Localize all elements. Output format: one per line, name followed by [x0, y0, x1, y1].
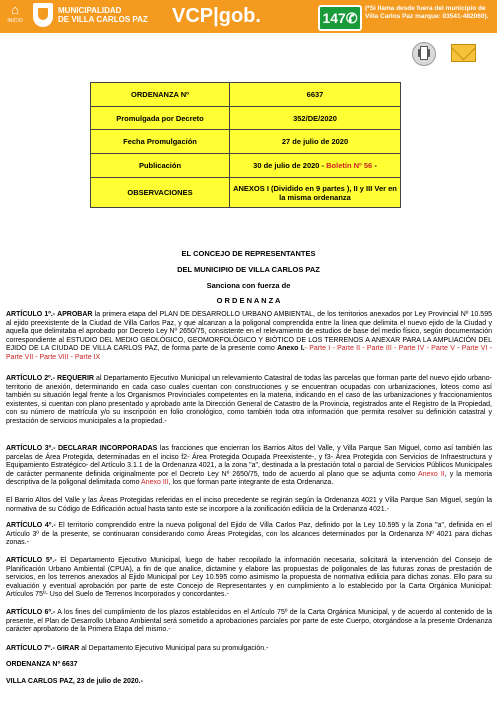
- top-bar: [0, 0, 497, 33]
- anexo-1-parts-links[interactable]: - Parte I - Parte II - Parte III - Parte IV - Parte V - Parte VI - Parte VII - Parte VIII - Parte IX: [6, 345, 493, 361]
- table-value: [230, 154, 401, 178]
- table-value: 352/DE/2020: [230, 107, 401, 130]
- footer-ordenanza: ORDENANZA Nº 6637: [6, 661, 78, 668]
- article-2-label: ARTÍCULO 2º.- REQUERIR: [6, 375, 94, 382]
- phone-icon: ✆: [345, 10, 358, 26]
- article-4: [6, 522, 492, 548]
- heading-municipio: DEL MUNICIPIO DE VILLA CARLOS PAZ: [177, 265, 320, 274]
- article-3-paragraph-2: El Barrio Altos del Valle y las Áreas Protegidas referidas en el inciso precedente se regirán según la Ordenanza 4021 y Villa Parque San Miguel, según la normativa de su Código de Edificación actual hasta tanto este se incorpore a la zonificación edilicia de la Ordenanza 4021.-: [6, 497, 492, 513]
- article-6: [6, 609, 492, 635]
- article-4-text: El territorio comprendido entre la nueva poligonal del Ejido de Villa Carlos Paz, definido por la Ley 10.595 y la Zona "a", definida en el Artículo 3º de la presente, se continuaran considerando como Áreas Protegidas, con los alcances determinados por la Ordenanza Nº 4021 para dichas zonas.-: [6, 522, 492, 547]
- article-3-label: ARTÍCULO 3º.- DECLARAR INCORPORADAS: [6, 445, 158, 452]
- article-7: [6, 645, 492, 654]
- table-label: OBSERVACIONES: [91, 178, 230, 208]
- article-3-end: , los que forman parte integrante de esta Ordenanza.: [168, 479, 334, 487]
- vcp-text: VCP: [172, 5, 214, 27]
- home-icon: ⌂: [11, 2, 19, 17]
- article-7-label: ARTÍCULO 7º.- GIRAR: [6, 645, 80, 652]
- home-button[interactable]: [4, 2, 26, 30]
- home-label: INICIO: [7, 18, 23, 24]
- article-5-text: El Departamento Ejecutivo Municipal, luego de haber recopilado la información necesaria, solicitará la intervención del Consejo de Planificación Urbano Ambiental (CPUA), a fin de que analice, dictamine y elabore las propuestas de poligonales de las futuras zonas de prestación de servicios, en los terrenos anexados al Ejido Municipal por Ley 10.595 como asimismo la propuesta de normativa edilicia para dichas zonas. Ello para su evaluación y eventual aprobación por parte de este Concejo de Representantes y en cumplimiento a lo establecido por la Carta Orgánica Municipal: Artículos 75º- Uso del Suelo de Terrenos Incorporados y concordantes.-: [6, 557, 492, 599]
- article-3-text: las fracciones que encierran los Barrios Altos del Valle, y Villa Parque San Miguel, como así también las parcelas de Área Protegida, determinadas en el inciso f2- Área Protegida Ocupada Preexistente-, y f3- Área Protegida con Servicios de Infraestructura y Equipamiento Estratégico- del Artículo 3.1.1 de la Ordenanza 4021, a la zona "a", destinada a la prestación total o parcial de Servicios Públicos Municipales de carácter permanente definida originalmente por el Decreto Ley Nº 2650/75, todo de acuerdo al plano que se adjunta como: [6, 445, 492, 478]
- municipality-name[interactable]: [58, 6, 148, 24]
- table-label: Promulgada por Decreto: [91, 107, 230, 130]
- article-1: [6, 311, 492, 363]
- table-value: 6637: [230, 83, 401, 107]
- article-3-mid: , y la memoria descriptiva de la poligonal delimitada como: [6, 470, 492, 487]
- phone-147-badge[interactable]: [318, 5, 362, 31]
- heading-ordenanza: O R D E N A N Z A: [216, 296, 281, 305]
- article-1-label: ARTÍCULO 1º.- APROBAR: [6, 311, 93, 318]
- article-5: [6, 557, 492, 600]
- vcp-gob-logo[interactable]: [172, 3, 261, 29]
- article-5-label: ARTÍCULO 5º.-: [6, 557, 57, 564]
- boletin-link[interactable]: Boletín Nº 56: [326, 161, 373, 170]
- muni-line-1: MUNICIPALIDAD: [58, 6, 122, 15]
- municipality-shield-logo: [33, 3, 53, 27]
- muni-line-2: DE VILLA CARLOS PAZ: [58, 15, 148, 24]
- heading-concejo: EL CONCEJO DE REPRESENTANTES: [181, 249, 316, 258]
- table-value: 27 de julio de 2020: [230, 130, 401, 154]
- article-2: [6, 375, 492, 427]
- table-value: ANEXOS I (Dividido en 9 partes ), II y III Ver en la misma ordenanza: [230, 178, 401, 208]
- table-label: Publicación: [91, 154, 230, 178]
- badge-number: 147: [322, 10, 346, 26]
- publication-date: 30 de julio de 2020 -: [253, 161, 325, 170]
- table-label: ORDENANZA Nº: [91, 83, 230, 107]
- anexo-1-link[interactable]: Anexo I.: [277, 345, 305, 353]
- article-7-text: al Departamento Ejecutivo Municipal para su promulgación.-: [79, 645, 269, 652]
- table-row: [91, 178, 401, 208]
- heading-sanciona: Sanciona con fuerza de: [206, 281, 291, 290]
- anexo-2-link[interactable]: Anexo II: [417, 470, 445, 478]
- logo-slash: |: [213, 5, 219, 27]
- article-3: [6, 445, 492, 488]
- table-row: [91, 107, 401, 130]
- article-1-text: la primera etapa del PLAN DE DESARROLLO URBANO AMBIENTAL, de los territorios anexados por Ley Provincial Nº 10.595 al ejido preexistente de la Ciudad de Villa Carlos Paz, y que alcanzan a la poligonal comprendida entre la línea que delimita el nuevo ejido de la Ciudad y aquella que delimitaba el aprobado por Decreto Ley Nº 2650/75, consistente en el relevamiento de estudios de base del medio físico, según documentación correspondiente al ESTUDIO DEL MEDIO GEOLÓGICO, GEOMORFOLÓGICO Y BIÓTICO DE LOS TERRENOS A ANEXAR PARA LA AMPLIACIÓN DEL EJIDO DE LA CIUDAD DE VILLA CARLOS PAZ, de forma parte de la presente como: [6, 311, 492, 353]
- ordinance-info-table: [90, 82, 401, 208]
- table-row: [91, 83, 401, 107]
- article-6-label: ARTÍCULO 6º.-: [6, 609, 56, 616]
- mail-icon[interactable]: [451, 44, 476, 62]
- anexo-3-link[interactable]: Anexo III: [141, 479, 169, 487]
- article-6-text: A los fines del cumplimiento de los plazos establecidos en el Artículo 75º de la Carta Orgánica Municipal, y de acuerdo al contenido de la presente, el Plan de Desarrollo Urbano Ambiental será sometido a aprobaciones parciales por parte de este Cuerpo, otorgándose a la presente Ordenanza carácter aprobatorio de la Primera Etapa del mismo.-: [6, 609, 492, 634]
- table-row: [91, 154, 401, 178]
- table-label: Fecha Promulgación: [91, 130, 230, 154]
- gob-text: gob.: [218, 5, 261, 27]
- footer-date: VILLA CARLOS PAZ, 23 de julio de 2020.-: [6, 678, 143, 685]
- article-4-label: ARTÍCULO 4º.-: [6, 522, 56, 529]
- publication-tail: -: [372, 161, 377, 170]
- table-row: [91, 130, 401, 154]
- phone-note: (*Si llama desde fuera del municipio de Villa Carlos Paz marque: 03541-482060).: [365, 5, 489, 20]
- article-2-text: al Departamento Ejecutivo Municipal un relevamiento Catastral de todas las parcelas que forman parte del nuevo ejido urbano-territorio de anexión, determinando en cada caso cuales cuentan con construcciones y se encuentran ocupadas con urbanizaciones, loteos como así también su situación legal frente a los Organismos Provinciales competentes en la materia, indicando en el caso de las urbanizaciones y fraccionamientos existentes, si cuentan con plano presentado y aprobado ante la Dirección General de Catastro de la Provincia, registrados ante el Registro de la Propiedad, con su número de matrícula y/o su inscripción en folio cronológico, como también toda otra información que permita resolver su definición catastral y prestación de servicios municipales a la propiedad.-: [6, 375, 492, 425]
- print-icon[interactable]: [412, 42, 436, 66]
